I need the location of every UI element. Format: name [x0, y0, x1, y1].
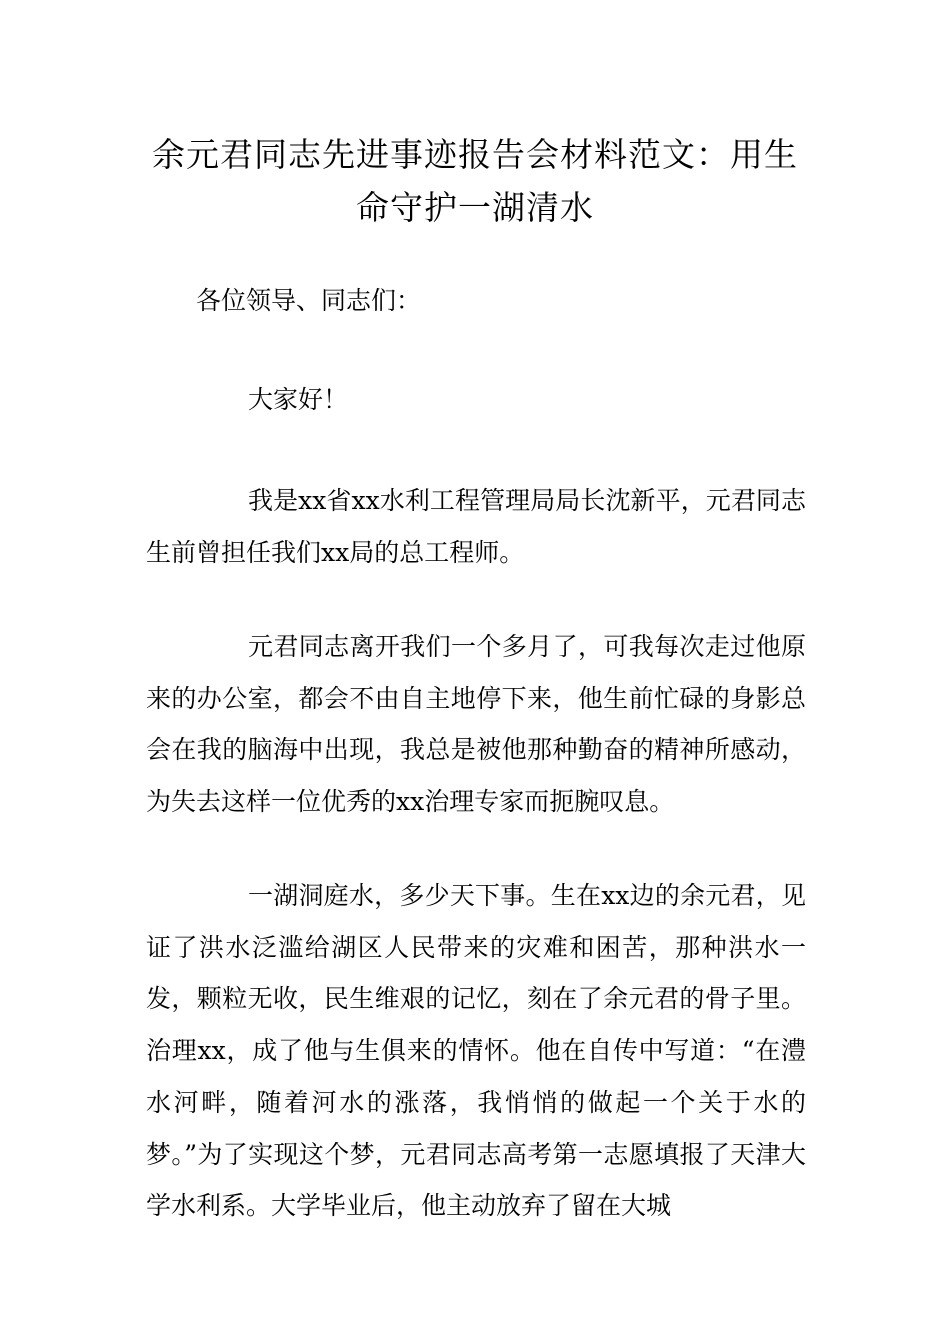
salutation-paragraph: 各位领导、同志们：	[196, 286, 422, 315]
memory-paragraph: 元君同志离开我们一个多月了，可我每次走过他原来的办公室，都会不由自主地停下来，他生前忙碌的身影总会在我的脑海中出现，我总是被他那种勤奋的精神所感动，为失去这样一位优秀的xx治理专家而扼腕叹息。	[146, 632, 806, 817]
intro-paragraph: 我是xx省xx水利工程管理局局长沈新平，元君同志生前曾担任我们xx局的总工程师。	[146, 486, 806, 567]
greeting-paragraph: 大家好！	[248, 385, 349, 414]
dongting-paragraph: 一湖洞庭水，多少天下事。生在xx边的余元君，见证了洪水泛滥给湖区人民带来的灾难和困苦，那种洪水一发，颗粒无收，民生维艰的记忆，刻在了余元君的骨子里。治理xx，成了他与生俱来的情怀。他在自传中写道：“在澧水河畔，随着河水的涨落，我悄悄的做起一个关于水的梦。”为了实现这个梦，元君同志高考第一志愿填报了天津大学水利系。大学毕业后，他主动放弃了留在大城	[146, 881, 806, 1221]
document-title: 余元君同志先进事迹报告会材料范文：用生命守护一湖清水	[152, 135, 798, 227]
